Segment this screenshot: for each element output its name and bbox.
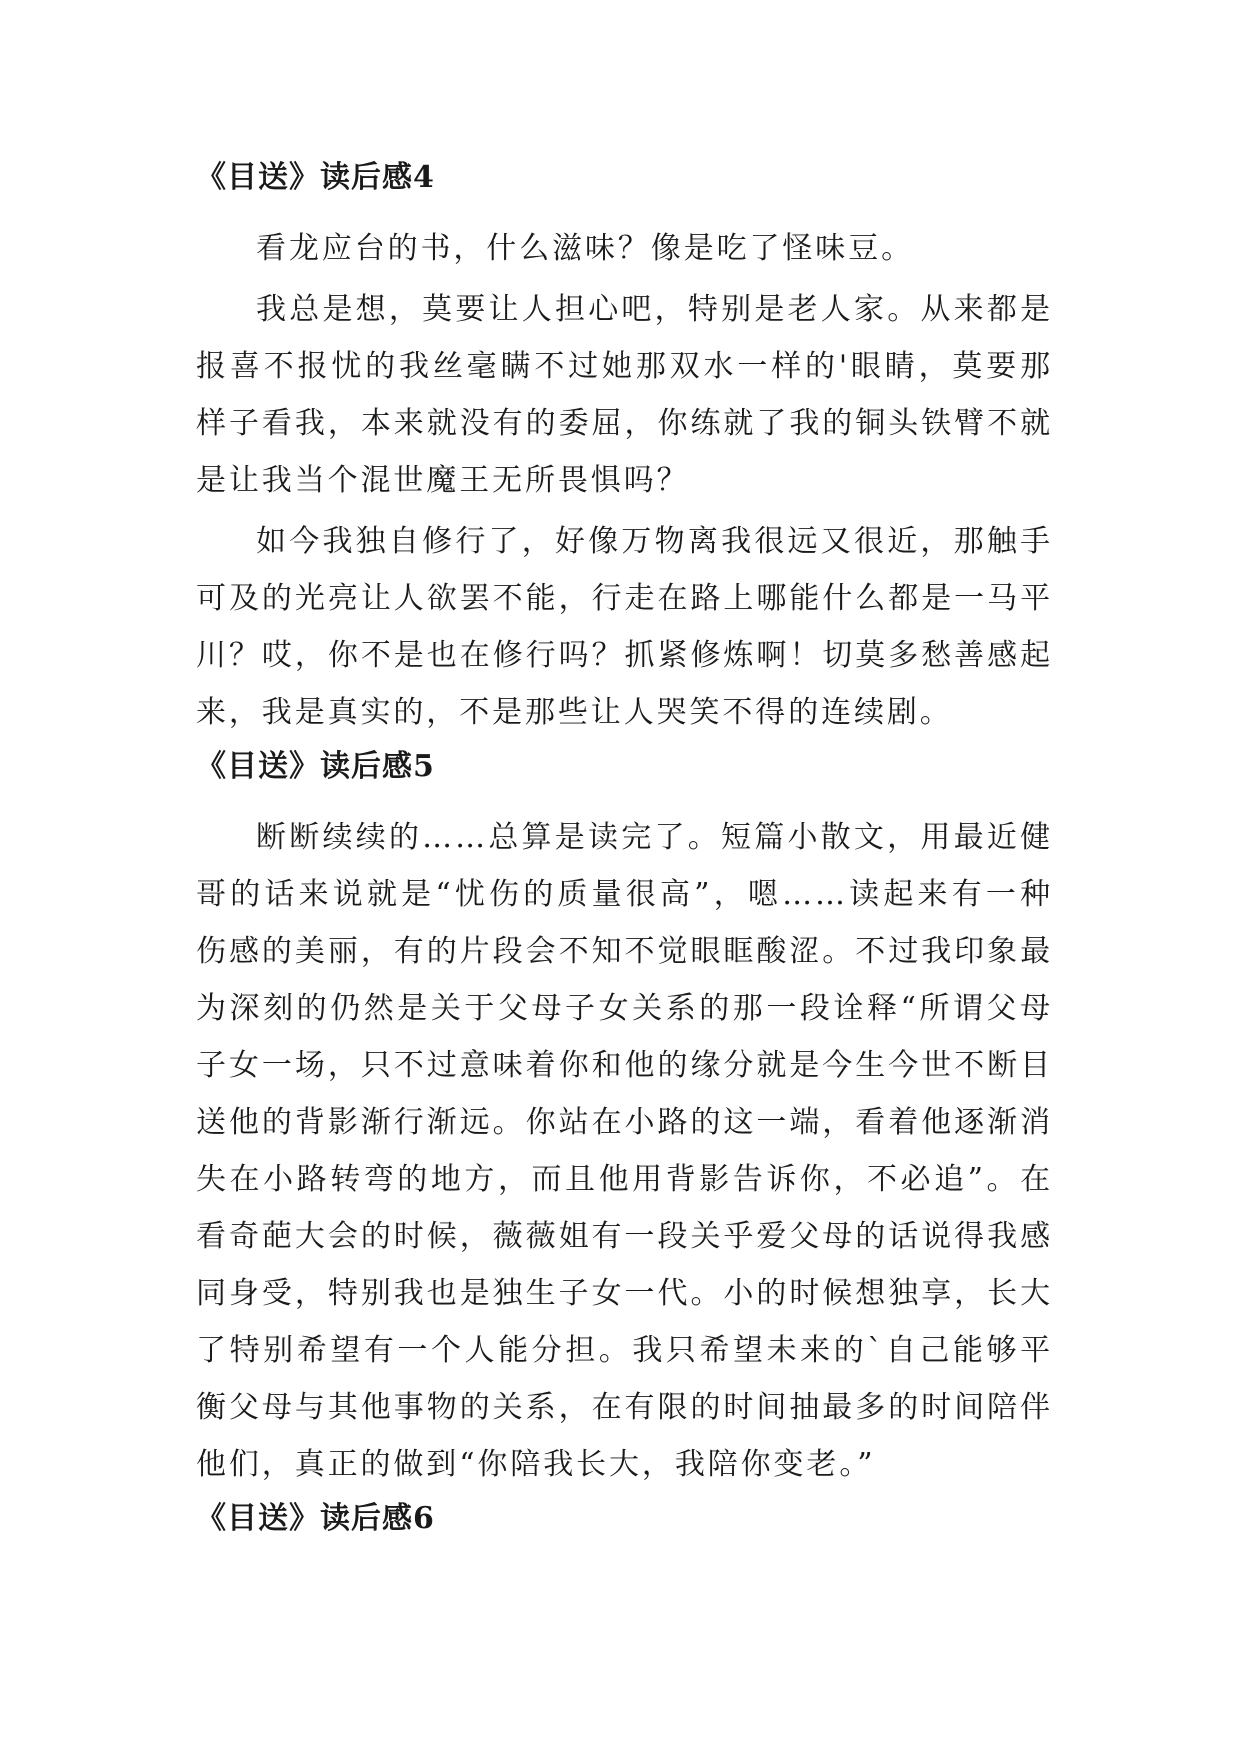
- section-heading: 《目送》读后感4: [196, 160, 435, 195]
- document-page: [196, 158, 1053, 1539]
- section-heading: 《目送》读后感6: [196, 1501, 435, 1536]
- paragraph: 如今我独自修行了，好像万物离我很远又很近，那触手可及的光亮让人欲罢不能，行走在路上哪能什么都是一马平川？哎，你不是也在修行吗？抓紧修炼啊！切莫多愁善感起来，我是真实的，不是那些让人哭笑不得的连续剧。: [196, 524, 1053, 730]
- paragraph: 看龙应台的书，什么滋味？像是吃了怪味豆。: [256, 231, 914, 266]
- paragraph: 断断续续的……总算是读完了。短篇小散文，用最近健哥的话来说就是“忧伤的质量很高”，嗯……读起来有一种伤感的美丽，有的片段会不知不觉眼眶酸涩。不过我印象最为深刻的仍然是关于父母子女关系的那一段诠释“所谓父母子女一场，只不过意味着你和他的缘分就是今生今世不断目送他的背影渐行渐远。你站在小路的这一端，看着他逐渐消失在小路转弯的地方，而且他用背影告诉你，不必追”。在看奇葩大会的时候，薇薇姐有一段关乎爱父母的话说得我感同身受，特别我也是独生子女一代。小的时候想独享，长大了特别希望有一个人能分担。我只希望未来的`自己能够平衡父母与其他事物的关系，在有限的时间抽最多的时间陪伴他们，真正的做到“你陪我长大，我陪你变老。”: [196, 820, 1053, 1482]
- section-heading: 《目送》读后感5: [196, 749, 435, 784]
- paragraph: 我总是想，莫要让人担心吧，特别是老人家。从来都是报喜不报忧的我丝毫瞒不过她那双水一样的'眼睛，莫要那样子看我，本来就没有的委屈，你练就了我的铜头铁臂不就是让我当个混世魔王无所畏惧吗？: [196, 292, 1053, 498]
